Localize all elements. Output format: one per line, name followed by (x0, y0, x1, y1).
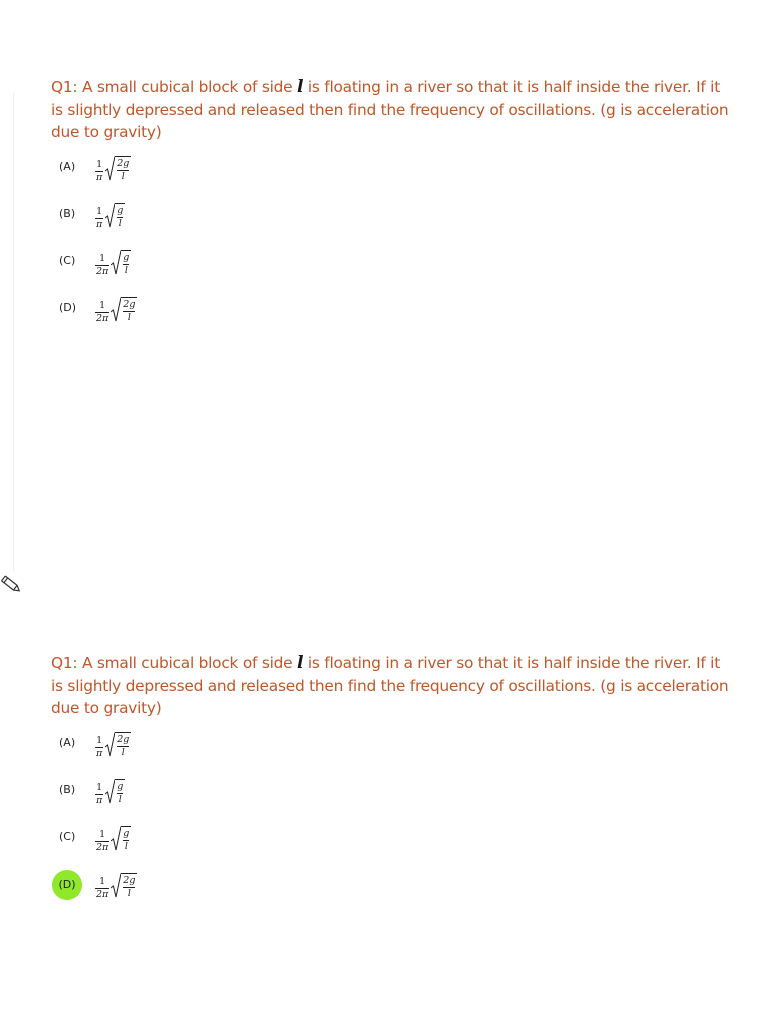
question-variable: l (297, 77, 304, 97)
correct-option-label: (D) (52, 870, 82, 900)
option-label: (C) (59, 829, 76, 843)
option-label: (A) (59, 159, 76, 173)
question-block-top (51, 76, 731, 347)
question-text (51, 652, 731, 720)
option-b[interactable] (51, 782, 731, 829)
question-text-start: Q1: A small cubical block of side (51, 78, 297, 96)
question-text-start: Q1: A small cubical block of side (51, 654, 297, 672)
question-block-bottom (51, 652, 731, 923)
page-edge-line (13, 92, 14, 572)
option-d-correct[interactable] (51, 876, 731, 923)
options-list (51, 159, 731, 347)
option-label: (B) (59, 206, 76, 220)
option-label: (A) (59, 735, 76, 749)
option-formula: $\frac{1}{\pi}$ g l (96, 780, 124, 806)
question-variable: l (297, 653, 304, 673)
question-text-end: is floating in a river so that it is half inside the river. If it is slightly depressed and released then find the frequency of oscillations. (g is acceleration due to gravity) (51, 654, 729, 717)
option-formula: $\frac{1}{\pi}$ 2g l (96, 733, 130, 759)
question-text-end: is floating in a river so that it is half inside the river. If it is slightly depressed and released then find the frequency of oscillations. (g is acceleration due to gravity) (51, 78, 729, 141)
option-formula: $\frac{1}{\pi}$ 2g l (96, 157, 130, 183)
option-b[interactable] (51, 206, 731, 253)
option-a[interactable] (51, 735, 731, 782)
question-text (51, 76, 731, 144)
option-label: (C) (59, 253, 76, 267)
option-formula: $\frac{1}{2\pi}$ 2g l (96, 874, 136, 900)
pencil-icon (0, 572, 24, 602)
option-label: (D) (59, 300, 77, 314)
option-c[interactable] (51, 829, 731, 876)
option-formula: $\frac{1}{2\pi}$ g l (96, 251, 130, 277)
option-formula: $\frac{1}{2\pi}$ g l (96, 827, 130, 853)
option-a[interactable] (51, 159, 731, 206)
options-list (51, 735, 731, 923)
option-formula: $\frac{1}{2\pi}$ 2g l (96, 298, 136, 324)
option-c[interactable] (51, 253, 731, 300)
option-d[interactable] (51, 300, 731, 347)
option-formula: $\frac{1}{\pi}$ g l (96, 204, 124, 230)
option-label: (B) (59, 782, 76, 796)
